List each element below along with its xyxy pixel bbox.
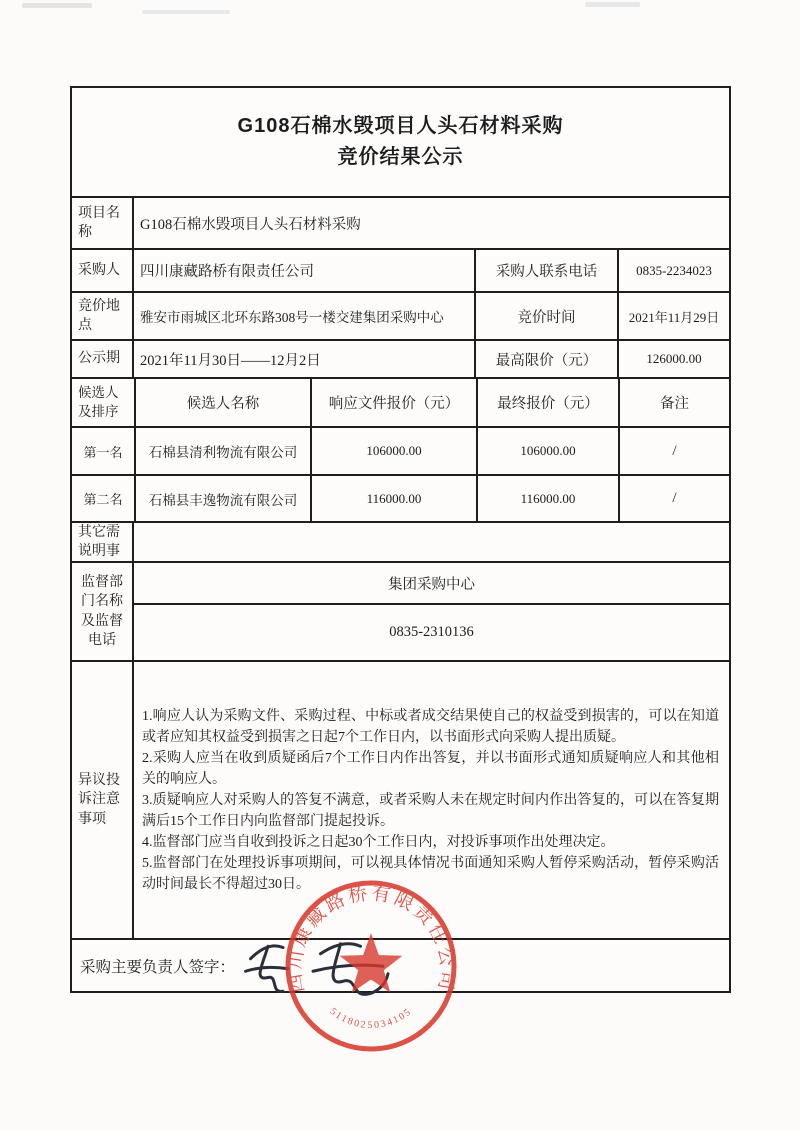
bidding-time-label: 竞价时间	[476, 293, 619, 339]
candidate-row-2	[72, 476, 729, 523]
row-publicity-period	[72, 341, 729, 379]
other-notes-label: 其它需说明事	[72, 523, 134, 561]
purchaser-phone-label: 采购人联系电话	[476, 250, 619, 291]
objection-item-5: 5.监督部门在处理投诉事项期间，可以视具体情况书面通知采购人暂停采购活动，暂停采购活动时间最长不得超过30日。	[142, 855, 719, 892]
scan-artifact	[142, 10, 230, 14]
objection-items	[142, 706, 719, 895]
seal-number-text: 5118025034105	[327, 1005, 415, 1032]
publicity-period-value: 2021年11月30日——12月2日	[134, 341, 476, 377]
scan-artifact	[22, 3, 92, 8]
row-bidding-place	[72, 293, 729, 341]
objection-item-4: 4.监督部门应当自收到投诉之日起30个工作日内，对投诉事项作出处理决定。	[142, 834, 615, 850]
scan-artifact	[585, 2, 640, 7]
project-name-value: G108石棉水毁项目人头石材料采购	[140, 216, 361, 233]
supervision-department: 集团采购中心	[134, 563, 729, 605]
max-price-label: 最高限价（元）	[476, 341, 619, 377]
objection-label: 异议投诉注意事项	[72, 662, 134, 938]
candidates-header-doc-price: 响应文件报价（元）	[312, 379, 478, 426]
company-seal	[283, 878, 459, 1054]
objection-item-2: 2.采购人应当在收到质疑函后7个工作日内作出答复，并以书面形式通知质疑响应人和其他相关的响应人。	[142, 750, 719, 787]
supervision-phone: 0835-2310136	[389, 624, 474, 640]
candidate-2-doc-price: 116000.00	[312, 476, 478, 521]
candidate-row-1	[72, 428, 729, 476]
bidding-place-label: 竞价地点	[72, 293, 134, 339]
candidate-1-doc-price: 106000.00	[312, 428, 478, 474]
row-purchaser	[72, 250, 729, 293]
objection-item-1: 1.响应人认为采购文件、采购过程、中标或者成交结果使自己的权益受到损害的，可以在知道或者应知其权益受到损害之日起7个工作日内，以书面形式向采购人提出质疑。	[142, 708, 719, 745]
row-other-notes	[72, 523, 729, 563]
row-supervision	[72, 563, 729, 662]
purchaser-phone-value: 0835-2234023	[636, 262, 712, 278]
title-line-2: 竞价结果公示	[337, 146, 464, 168]
purchaser-value: 四川康藏路桥有限责任公司	[134, 250, 476, 291]
publicity-period-label: 公示期	[72, 341, 134, 377]
candidate-2-name: 石棉县丰逸物流有限公司	[136, 476, 312, 521]
candidates-header-remark: 备注	[660, 396, 689, 412]
candidates-header-row	[72, 379, 729, 428]
document-title	[72, 88, 729, 198]
project-name-label: 项目名称	[72, 198, 134, 248]
row-project-name	[72, 198, 729, 250]
objection-item-3: 3.质疑响应人对采购人的答复不满意，或者采购人未在规定时间内作出答复的，可以在答复期满后15个工作日内向监督部门提起投诉。	[142, 792, 719, 829]
seal-star-icon	[340, 933, 403, 993]
supervision-label: 监督部门名称及监督电话	[72, 563, 134, 660]
candidate-2-final-price: 116000.00	[478, 476, 620, 521]
candidate-1-final-price: 106000.00	[478, 428, 620, 474]
signature-label: 采购主要负责人签字：	[80, 958, 236, 976]
candidates-header-rank: 候选人及排序	[72, 379, 136, 426]
seal-company-text: 四川康藏路桥有限责任公司	[284, 882, 458, 995]
candidate-1-name: 石棉县清利物流有限公司	[136, 428, 312, 474]
title-line-1: G108石棉水毁项目人头石材料采购	[237, 115, 564, 137]
candidates-header-final-price: 最终报价（元）	[478, 379, 620, 426]
candidate-1-remark: /	[672, 442, 677, 459]
candidates-header-name: 候选人名称	[136, 379, 312, 426]
candidate-2-remark: /	[672, 490, 677, 506]
supervision-content	[134, 563, 729, 660]
candidate-1-rank: 第一名	[72, 428, 136, 474]
purchaser-label: 采购人	[72, 250, 134, 291]
max-price-value: 126000.00	[646, 351, 702, 366]
candidate-2-rank: 第二名	[72, 476, 136, 521]
other-notes-content	[134, 523, 729, 561]
bidding-time-value: 2021年11月29日	[628, 309, 720, 325]
announcement-table	[70, 86, 731, 993]
bidding-place-value: 雅安市雨城区北环东路308号一楼交建集团采购中心	[134, 293, 476, 339]
